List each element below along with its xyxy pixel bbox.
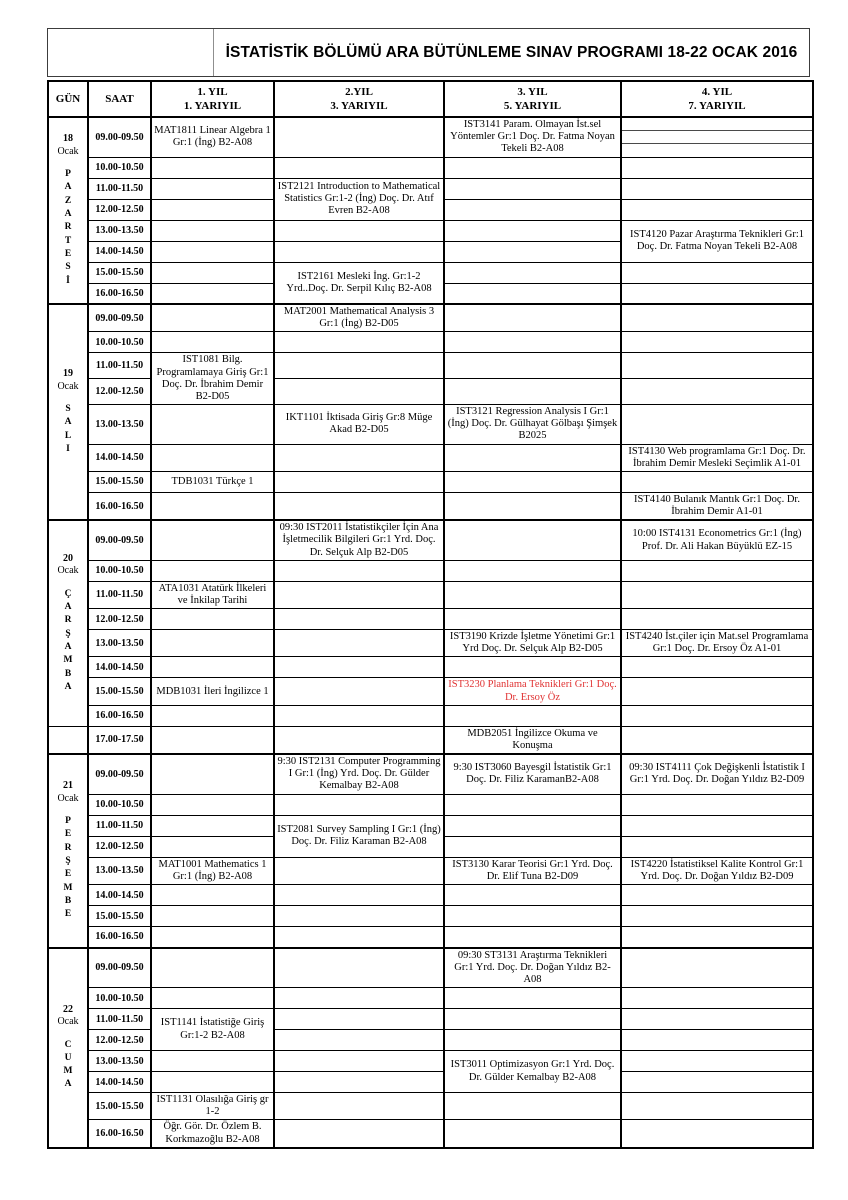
exam-cell: MAT1811 Linear Algebra 1 Gr:1 (İng) B2-A08: [151, 117, 274, 157]
time-cell: 10.00-10.50: [88, 157, 151, 178]
empty-cell: [151, 178, 274, 199]
empty-cell: [274, 927, 444, 948]
empty-cell: [274, 948, 444, 988]
exam-cell: IST2161 Mesleki İng. Gr:1-2 Yrd..Doç. Dr. Serpil Kılıç B2-A08: [274, 262, 444, 304]
exam-cell: IST3011 Optimizasyon Gr:1 Yrd. Doç. Dr. Gülder Kemalbay B2-A08: [444, 1051, 621, 1093]
empty-cell: [151, 948, 274, 988]
exam-cell: 09:30 IST4111 Çok Değişkenli İstatistik I Gr:1 Yrd. Doç. Dr. Doğan Yıldız B2-D09: [621, 754, 813, 794]
empty-cell: [274, 630, 444, 657]
time-cell: 10.00-10.50: [88, 560, 151, 581]
empty-cell: [444, 332, 621, 353]
empty-cell: [621, 304, 813, 332]
time-cell: 13.00-13.50: [88, 1051, 151, 1072]
empty-cell: [621, 794, 813, 815]
empty-cell: [151, 199, 274, 220]
empty-cell: [621, 379, 813, 405]
empty-cell: [151, 726, 274, 754]
empty-cell: [274, 560, 444, 581]
day-cell-sali: 19 Ocak S A L I: [48, 304, 88, 520]
empty-cell: [151, 630, 274, 657]
empty-cell: [444, 560, 621, 581]
exam-cell: IST3130 Karar Teorisi Gr:1 Yrd. Doç. Dr. Elif Tuna B2-D09: [444, 857, 621, 884]
empty-cell: [274, 444, 444, 471]
empty-cell: [274, 609, 444, 630]
empty-cell: [444, 492, 621, 520]
empty-cell: [621, 560, 813, 581]
empty-cell: [151, 220, 274, 241]
empty-cell: [151, 262, 274, 283]
title-bar: [47, 28, 810, 77]
header-year-3: 3. YIL 5. YARIYIL: [444, 81, 621, 117]
exam-cell: 9:30 IST3060 Bayesgil İstatistik Gr:1 Doç. Dr. Filiz KaramanB2-A08: [444, 754, 621, 794]
empty-cell: [444, 609, 621, 630]
time-cell: 14.00-14.50: [88, 444, 151, 471]
empty-cell: [151, 1051, 274, 1072]
header-gun: GÜN: [48, 81, 88, 117]
empty-cell: [621, 906, 813, 927]
title-left-panel: [48, 29, 214, 76]
empty-cell: [621, 178, 813, 199]
exam-cell: MDB1031 İleri İngilizce 1: [151, 678, 274, 705]
empty-cell: [621, 1051, 813, 1072]
empty-cell: [621, 1009, 813, 1030]
empty-cell: [444, 178, 621, 199]
exam-cell: IST3121 Regression Analysis I Gr:1 (İng) Doç. Dr. Gülhayat Gölbaşı Şimşek B2025: [444, 405, 621, 445]
empty-cell: [151, 157, 274, 178]
time-cell: 15.00-15.50: [88, 471, 151, 492]
day-cell-cuma: 22 Ocak C U M A: [48, 948, 88, 1148]
empty-cell: [151, 657, 274, 678]
empty-cell: [444, 262, 621, 283]
exam-cell: MDB2051 İngilizce Okuma ve Konuşma: [444, 726, 621, 754]
empty-cell: [274, 471, 444, 492]
empty-cell: [621, 609, 813, 630]
empty-cell: [274, 353, 444, 379]
exam-cell: IST3230 Planlama Teknikleri Gr:1 Doç. Dr. Ersoy Öz: [444, 678, 621, 705]
empty-cell: [151, 927, 274, 948]
header-year-4: 4. YIL 7. YARIYIL: [621, 81, 813, 117]
empty-cell: [621, 927, 813, 948]
empty-cell: [444, 657, 621, 678]
split-empty-cell: [621, 117, 813, 157]
exam-cell: 10:00 IST4131 Econometrics Gr:1 (İng) Prof. Dr. Ali Hakan Büyüklü EZ-15: [621, 520, 813, 560]
document-title: İSTATİSTİK BÖLÜMÜ ARA BÜTÜNLEME SINAV PROGRAMI 18-22 OCAK 2016: [225, 43, 798, 61]
time-cell: 13.00-13.50: [88, 405, 151, 445]
empty-cell: [444, 1030, 621, 1051]
exam-cell: IST1081 Bilg. Programlamaya Giriş Gr:1 Doç. Dr. İbrahim Demir B2-D05: [151, 353, 274, 405]
schedule-body: [48, 117, 813, 1148]
empty-cell: [444, 927, 621, 948]
time-cell: 13.00-13.50: [88, 630, 151, 657]
exam-cell: Öğr. Gör. Dr. Özlem B. Korkmazoğlu B2-A08: [151, 1120, 274, 1148]
empty-cell: [621, 283, 813, 304]
exam-cell: IST4130 Web programlama Gr:1 Doç. Dr. İbrahim Demir Mesleki Seçimlik A1-01: [621, 444, 813, 471]
exam-cell: ATA1031 Atatürk İlkeleri ve İnkilap Tarihi: [151, 581, 274, 608]
empty-cell: [444, 241, 621, 262]
empty-cell: [444, 885, 621, 906]
time-cell: 16.00-16.50: [88, 1120, 151, 1148]
empty-cell: [274, 117, 444, 157]
empty-cell: [444, 520, 621, 560]
empty-cell: [151, 1072, 274, 1093]
time-cell: 12.00-12.50: [88, 379, 151, 405]
empty-cell: [151, 906, 274, 927]
time-cell: 11.00-11.50: [88, 581, 151, 608]
time-cell: 09.00-09.50: [88, 754, 151, 794]
empty-cell: [274, 657, 444, 678]
empty-cell: [444, 379, 621, 405]
time-cell: 09.00-09.50: [88, 520, 151, 560]
empty-cell: [151, 885, 274, 906]
time-cell: 09.00-09.50: [88, 304, 151, 332]
empty-cell: [151, 241, 274, 262]
exam-cell: IST1131 Olasılığa Giriş gr 1-2: [151, 1093, 274, 1120]
empty-cell: [274, 1051, 444, 1072]
exam-cell: IST1141 İstatistiğe Giriş Gr:1-2 B2-A08: [151, 1009, 274, 1051]
empty-cell: [274, 379, 444, 405]
empty-cell: [621, 678, 813, 705]
empty-cell: [621, 262, 813, 283]
exam-cell: MAT1001 Mathematics 1 Gr:1 (İng) B2-A08: [151, 857, 274, 884]
day-gap-cell: [48, 726, 88, 754]
empty-cell: [151, 492, 274, 520]
empty-cell: [621, 199, 813, 220]
empty-cell: [621, 353, 813, 379]
empty-cell: [621, 705, 813, 726]
empty-cell: [274, 241, 444, 262]
empty-cell: [274, 857, 444, 884]
empty-cell: [274, 988, 444, 1009]
exam-cell: IST2121 Introduction to Mathematical Statistics Gr:1-2 (İng) Doç. Dr. Atıf Evren B2-A08: [274, 178, 444, 220]
empty-cell: [151, 332, 274, 353]
empty-cell: [444, 1009, 621, 1030]
time-cell: 14.00-14.50: [88, 241, 151, 262]
empty-cell: [444, 157, 621, 178]
exam-cell: IST4240 İst.çiler için Mat.sel Programlama Gr:1 Doç. Dr. Ersoy Öz A1-01: [621, 630, 813, 657]
exam-cell: TDB1031 Türkçe 1: [151, 471, 274, 492]
exam-cell: IKT1101 İktisada Giriş Gr:8 Müge Akad B2-D05: [274, 405, 444, 445]
exam-cell: IST3190 Krizde İşletme Yönetimi Gr:1 Yrd Doç. Dr. Selçuk Alp B2-D05: [444, 630, 621, 657]
empty-cell: [151, 705, 274, 726]
empty-cell: [621, 988, 813, 1009]
empty-cell: [444, 581, 621, 608]
empty-cell: [444, 444, 621, 471]
empty-cell: [621, 836, 813, 857]
empty-cell: [274, 220, 444, 241]
empty-cell: [274, 678, 444, 705]
empty-cell: [621, 332, 813, 353]
empty-cell: [274, 794, 444, 815]
empty-cell: [444, 906, 621, 927]
time-cell: 15.00-15.50: [88, 262, 151, 283]
empty-cell: [151, 520, 274, 560]
empty-cell: [444, 836, 621, 857]
empty-cell: [274, 705, 444, 726]
empty-cell: [444, 815, 621, 836]
time-cell: 12.00-12.50: [88, 1030, 151, 1051]
empty-cell: [621, 157, 813, 178]
empty-cell: [274, 332, 444, 353]
header-year-2: 2.YIL 3. YARIYIL: [274, 81, 444, 117]
time-cell: 14.00-14.50: [88, 657, 151, 678]
empty-cell: [151, 836, 274, 857]
empty-cell: [621, 405, 813, 445]
empty-cell: [274, 1120, 444, 1148]
empty-cell: [151, 444, 274, 471]
time-cell: 11.00-11.50: [88, 353, 151, 379]
header-saat: SAAT: [88, 81, 151, 117]
time-cell: 13.00-13.50: [88, 220, 151, 241]
empty-cell: [444, 1093, 621, 1120]
empty-cell: [151, 754, 274, 794]
empty-cell: [621, 948, 813, 988]
time-cell: 15.00-15.50: [88, 678, 151, 705]
empty-cell: [621, 1030, 813, 1051]
day-cell-carsamba: 20 Ocak Ç A R Ş A M B A: [48, 520, 88, 726]
exam-cell: IST4220 İstatistiksel Kalite Kontrol Gr:1 Yrd. Doç. Dr. Doğan Yıldız B2-D09: [621, 857, 813, 884]
exam-schedule-table: [47, 80, 814, 1149]
empty-cell: [274, 1093, 444, 1120]
empty-cell: [621, 1072, 813, 1093]
empty-cell: [151, 988, 274, 1009]
empty-cell: [274, 906, 444, 927]
empty-cell: [274, 1030, 444, 1051]
day-cell-persembe: 21 Ocak P E R Ş E M B E: [48, 754, 88, 947]
time-cell: 10.00-10.50: [88, 332, 151, 353]
empty-cell: [621, 1120, 813, 1148]
exam-cell: IST4140 Bulanık Mantık Gr:1 Doç. Dr. İbrahim Demir A1-01: [621, 492, 813, 520]
empty-cell: [444, 220, 621, 241]
empty-cell: [621, 885, 813, 906]
empty-cell: [151, 283, 274, 304]
empty-cell: [444, 283, 621, 304]
header-year-1: 1. YIL 1. YARIYIL: [151, 81, 274, 117]
exam-cell: 09:30 IST2011 İstatistikçiler İçin Ana İşletmecilik Bilgileri Gr:1 Yrd. Doç. Dr. Selçuk Alp B2-D05: [274, 520, 444, 560]
time-cell: 16.00-16.50: [88, 705, 151, 726]
time-cell: 15.00-15.50: [88, 1093, 151, 1120]
exam-cell: IST4120 Pazar Araştırma Teknikleri Gr:1 Doç. Dr. Fatma Noyan Tekeli B2-A08: [621, 220, 813, 262]
time-cell: 09.00-09.50: [88, 948, 151, 988]
time-cell: 14.00-14.50: [88, 885, 151, 906]
time-cell: 11.00-11.50: [88, 815, 151, 836]
empty-cell: [621, 471, 813, 492]
time-cell: 13.00-13.50: [88, 857, 151, 884]
empty-cell: [274, 1072, 444, 1093]
time-cell: 14.00-14.50: [88, 1072, 151, 1093]
empty-cell: [621, 726, 813, 754]
time-cell: 10.00-10.50: [88, 794, 151, 815]
empty-cell: [274, 726, 444, 754]
empty-cell: [621, 581, 813, 608]
empty-cell: [274, 581, 444, 608]
empty-cell: [621, 1093, 813, 1120]
time-cell: 16.00-16.50: [88, 927, 151, 948]
time-cell: 12.00-12.50: [88, 836, 151, 857]
empty-cell: [444, 471, 621, 492]
time-cell: 17.00-17.50: [88, 726, 151, 754]
empty-cell: [151, 794, 274, 815]
exam-cell: 09:30 ST3131 Araştırma Teknikleri Gr:1 Yrd. Doç. Dr. Doğan Yıldız B2-A08: [444, 948, 621, 988]
time-cell: 10.00-10.50: [88, 988, 151, 1009]
empty-cell: [444, 988, 621, 1009]
empty-cell: [444, 1120, 621, 1148]
empty-cell: [151, 304, 274, 332]
time-cell: 16.00-16.50: [88, 283, 151, 304]
empty-cell: [151, 815, 274, 836]
empty-cell: [151, 560, 274, 581]
schedule-header: [48, 81, 813, 117]
exam-cell: IST3141 Param. Olmayan İst.sel Yöntemler Gr:1 Doç. Dr. Fatma Noyan Tekeli B2-A08: [444, 117, 621, 157]
empty-cell: [621, 657, 813, 678]
time-cell: 09.00-09.50: [88, 117, 151, 157]
empty-cell: [274, 885, 444, 906]
exam-cell: MAT2001 Mathematical Analysis 3 Gr:1 (İng) B2-D05: [274, 304, 444, 332]
empty-cell: [444, 199, 621, 220]
time-cell: 15.00-15.50: [88, 906, 151, 927]
day-cell-pazartesi: 18 Ocak P A Z A R T E S İ: [48, 117, 88, 304]
time-cell: 12.00-12.50: [88, 199, 151, 220]
empty-cell: [444, 304, 621, 332]
time-cell: 12.00-12.50: [88, 609, 151, 630]
empty-cell: [274, 1009, 444, 1030]
exam-cell: 9:30 IST2131 Computer Programming I Gr:1 (İng) Yrd. Doç. Dr. Gülder Kemalbay B2-A08: [274, 754, 444, 794]
empty-cell: [621, 815, 813, 836]
time-cell: 16.00-16.50: [88, 492, 151, 520]
exam-cell: IST2081 Survey Sampling I Gr:1 (İng) Doç. Dr. Filiz Karaman B2-A08: [274, 815, 444, 857]
empty-cell: [274, 492, 444, 520]
time-cell: 11.00-11.50: [88, 178, 151, 199]
empty-cell: [274, 157, 444, 178]
empty-cell: [444, 353, 621, 379]
empty-cell: [151, 405, 274, 445]
time-cell: 11.00-11.50: [88, 1009, 151, 1030]
empty-cell: [444, 794, 621, 815]
empty-cell: [444, 705, 621, 726]
empty-cell: [151, 609, 274, 630]
